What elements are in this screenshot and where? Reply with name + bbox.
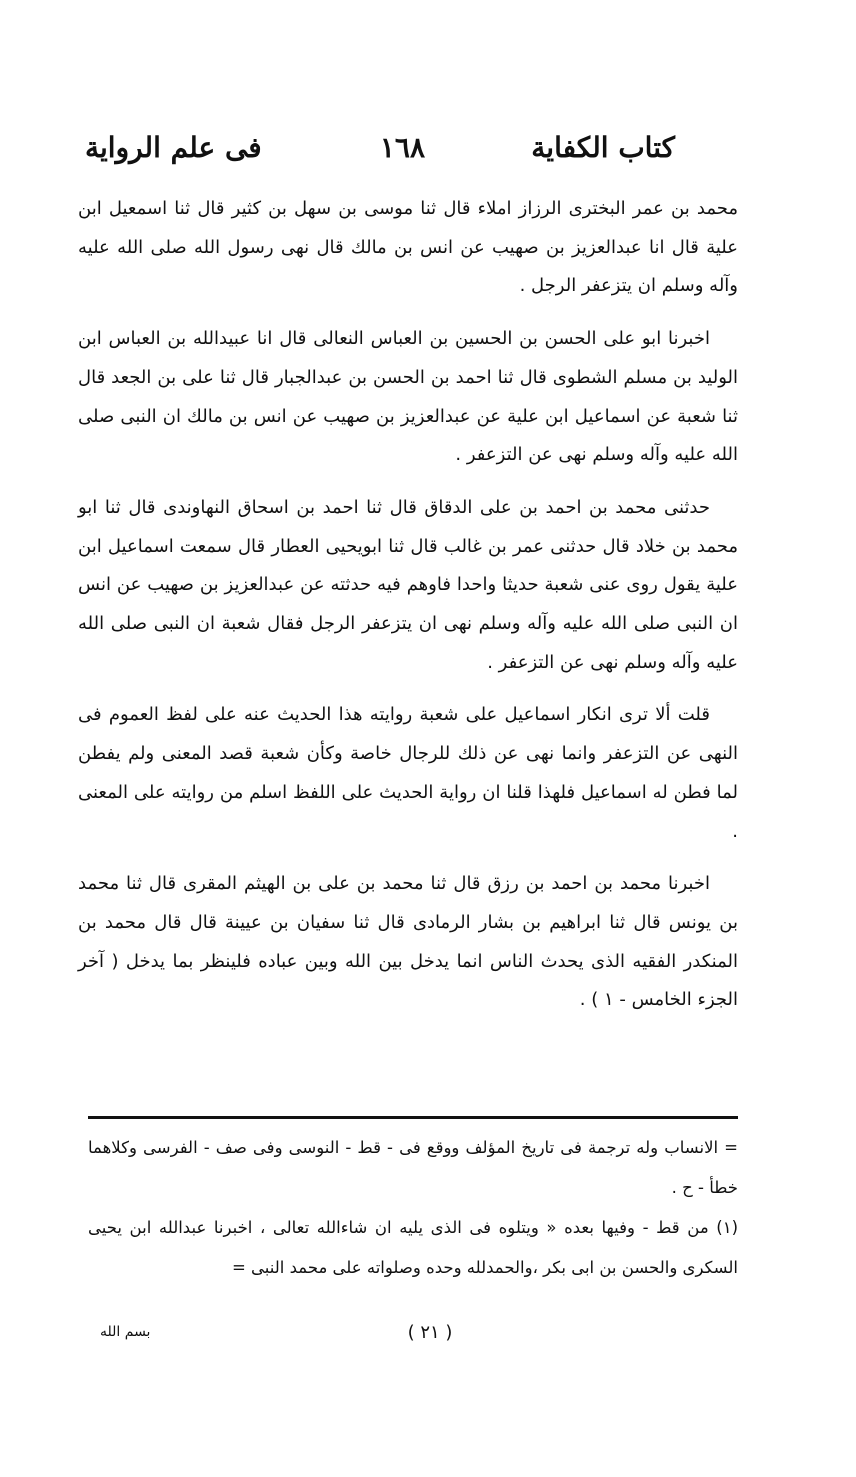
paragraph: حدثنى محمد بن احمد بن على الدقاق قال ثنا احمد بن اسحاق النهاوندى قال ثنا ابو محمد بن خلاد قال حدثنى عمر بن غالب قال ثنا ابويحيى العطار قال سمعت اسماعيل ابن علية يقول روى عنى شعبة حديثا واحدا فاوهم فيه حدثته عن عبدالعزيز بن صهيب عن انس ان النبى صلى الله عليه وآله وسلم نهى ان يتزعفر الرجل فقال شعبة ان النبى صلى الله عليه وآله وسلم نهى عن التزعفر . [78,496,738,673]
page-number: ١٦٨ [379,131,425,164]
signature-mark: ( ٢١ ) [407,1322,453,1343]
footnote: (١) من قط - وفيها بعده « ويتلوه فى الذى يليه ان شاءالله تعالى ، اخبرنا عبدالله ابن يحيى السكرى والحسن بن ابى بكر ،والحمدلله وحده وصلواته على محمد النبى = [88,1218,738,1277]
paragraph: اخبرنا محمد بن احمد بن رزق قال ثنا محمد بن على بن الهيثم المقرى قال ثنا محمد بن يونس قال ثنا ابراهيم بن بشار الرمادى قال ثنا سفيان بن عيينة قال قال محمد بن المنكدر الفقيه الذى يحدث الناس انما يدخل بين الله وبين عباده فلينظر بما يدخل ( آخر الجزء الخامس - ١ ) . [78,873,738,1011]
footnote-divider [88,1116,738,1119]
page-header [85,128,675,184]
book-title: كتاب الكفاية [531,131,675,164]
paragraph: قلت ألا ترى انكار اسماعيل على شعبة روايته هذا الحديث عنه على لفظ العموم فى النهى عن التزعفر وانما نهى عن ذلك للرجال خاصة وكأن شعبة قصد المعنى ولم يفطن لما فطن له اسماعيل فلهذا قلنا ان رواية الحديث على اللفظ اسلم من روايته على المعنى . [78,704,738,842]
footnotes [88,1128,738,1288]
catchword: بسم الله [100,1324,151,1340]
book-subtitle: فى علم الرواية [85,131,262,164]
main-text [78,190,738,1034]
footnote: = الانساب وله ترجمة فى تاريخ المؤلف ووقع فى - قط - النوسى وفى صف - الفرسى وكلاهما خطأ - ح . [88,1138,738,1197]
paragraph: محمد بن عمر البخترى الرزاز املاء قال ثنا موسى بن سهل بن كثير قال ثنا اسمعيل ابن علية قال انا عبدالعزيز بن صهيب عن انس بن مالك قال نهى رسول الله صلى الله عليه وآله وسلم ان يتزعفر الرجل . [78,198,738,297]
paragraph: اخبرنا ابو على الحسن بن الحسين بن العباس النعالى قال انا عبيدالله بن العباس ابن الوليد بن مسلم الشطوى قال ثنا احمد بن الحسن بن عبدالجبار قال ثنا على بن الجعد قال ثنا شعبة عن اسماعيل ابن علية عن عبدالعزيز بن صهيب عن انس بن مالك ان النبى صلى الله عليه وآله وسلم نهى عن التزعفر . [78,328,738,466]
